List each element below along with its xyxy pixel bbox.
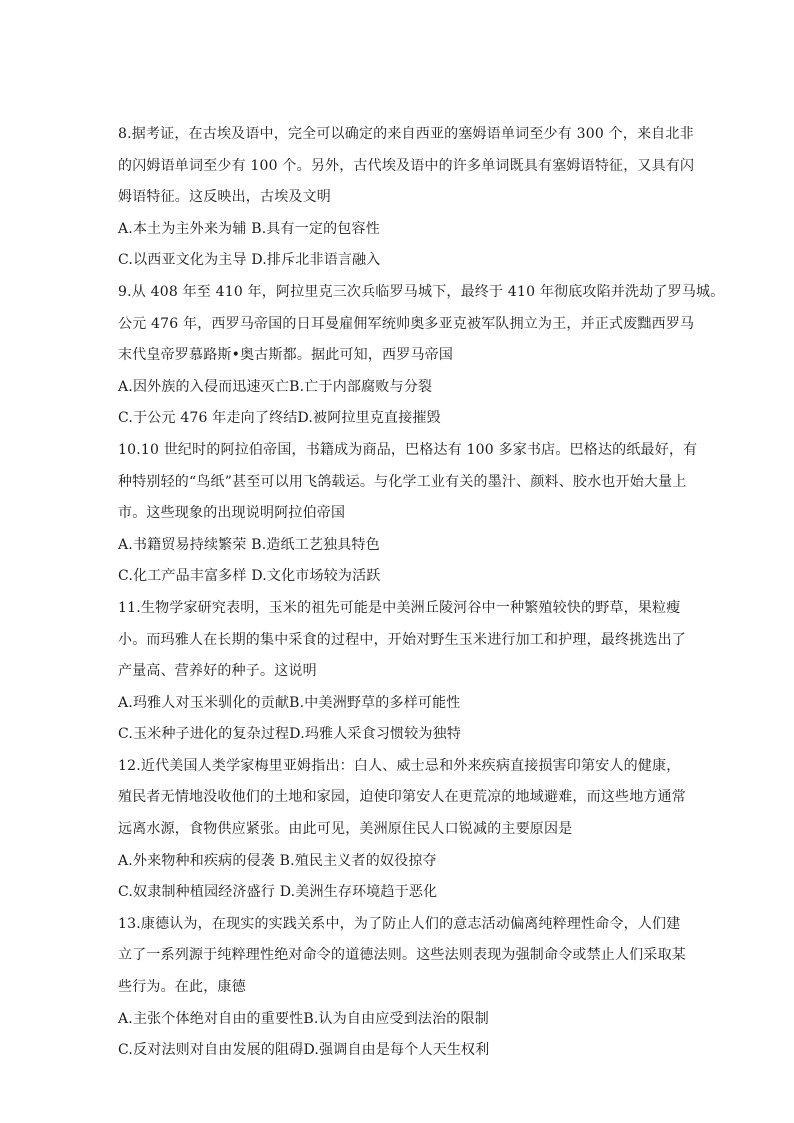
question-10: [118, 441, 698, 585]
question-stem-line: 10.10 世纪时的阿拉伯帝国，书籍成为商品，巴格达有 100 多家书店。巴格达的纸最好，有: [118, 441, 698, 458]
question-stem-line: 末代皇帝罗慕路斯•奥古斯都。据此可知，西罗马帝国: [118, 347, 454, 364]
question-stem-line: 的闪姆语单词至少有 100 个。另外，古代埃及语中的许多单词既具有塞姆语特征，又具有闪: [118, 157, 695, 174]
question-stem-line: 种特别轻的“鸟纸”甚至可以用飞鸽载运。与化学工业有关的墨汁、颜料、胶水也开始大量上: [118, 473, 687, 490]
question-stem-line: 姆语特征。这反映出，古埃及文明: [118, 189, 331, 206]
question-stem-line: 12.近代美国人类学家梅里亚姆指出：白人、威士忌和外来疾病直接损害印第安人的健康，: [118, 757, 681, 774]
question-stem-line: 公元 476 年，西罗马帝国的日耳曼雇佣军统帅奥多亚克被军队拥立为王，并正式废黜西罗马: [118, 315, 695, 332]
answer-options-line: A.本土为主外来为辅 B.具有一定的包容性: [118, 220, 380, 237]
question-13: [118, 915, 686, 1059]
question-stem-line: 13.康德认为，在现实的实践关系中，为了防止人们的意志活动偏离纯粹理性命令，人们建: [118, 915, 681, 932]
answer-options-line: C.以西亚文化为主导 D.排斥北非语言融入: [118, 252, 381, 269]
answer-options-line: C.反对法则对自由发展的阻碍D.强调自由是每个人天生权利: [118, 1042, 490, 1059]
answer-options-line: C.玉米种子进化的复杂过程D.玛雅人采食习惯较为独特: [118, 726, 462, 743]
question-stem-line: 殖民者无情地没收他们的土地和家园，迫使印第安人在更荒凉的地域避难，而这些地方通常: [118, 789, 686, 806]
answer-options-line: C.于公元 476 年走向了终结D.被阿拉里克直接摧毁: [118, 410, 441, 427]
question-12: [118, 757, 686, 901]
question-stem-line: 9.从 408 年至 410 年，阿拉里克三次兵临罗马城下，最终于 410 年彻底攻陷并洗劫了罗马城。: [118, 283, 725, 300]
answer-options-line: A.外来物种和疾病的侵袭 B.殖民主义者的奴役掠夺: [118, 852, 437, 869]
answer-options-line: A.主张个体绝对自由的重要性B.认为自由应受到法治的限制: [118, 1010, 489, 1027]
question-stem-line: 小。而玛雅人在长期的集中采食的过程中，开始对野生玉米进行加工和护理，最终挑选出了: [118, 631, 686, 648]
question-stem-line: 些行为。在此，康德: [118, 979, 246, 996]
answer-options-line: A.玛雅人对玉米驯化的贡献B.中美洲野草的多样可能性: [118, 694, 461, 711]
exam-page: [118, 126, 725, 1074]
answer-options-line: A.因外族的入侵而迅速灭亡B.亡于内部腐败与分裂: [118, 378, 433, 395]
answer-options-line: C.奴隶制种植园经济盛行 D.美洲生存环境趋于恶化: [118, 884, 438, 901]
answer-options-line: C.化工产品丰富多样 D.文化市场较为活跃: [118, 568, 381, 585]
question-stem-line: 远离水源，食物供应紧张。由此可见，美洲原住民人口锐减的主要原因是: [118, 821, 573, 838]
answer-options-line: A.书籍贸易持续繁荣 B.造纸工艺独具特色: [118, 536, 380, 553]
question-stem-line: 市。这些现象的出现说明阿拉伯帝国: [118, 505, 346, 522]
question-stem-line: 产量高、营养好的种子。这说明: [118, 663, 317, 680]
question-stem-line: 立了一系列源于纯粹理性绝对命令的道德法则。这些法则表现为强制命令或禁止人们采取某: [118, 947, 686, 964]
question-stem-line: 8.据考证，在古埃及语中，完全可以确定的来自西亚的塞姆语单词至少有 300 个，来自北非: [118, 126, 694, 142]
question-11: [118, 599, 686, 743]
question-8: [118, 126, 695, 269]
question-stem-line: 11.生物学家研究表明，玉米的祖先可能是中美洲丘陵河谷中一种繁殖较快的野草，果粒瘦: [118, 599, 681, 616]
question-9: [118, 283, 725, 427]
